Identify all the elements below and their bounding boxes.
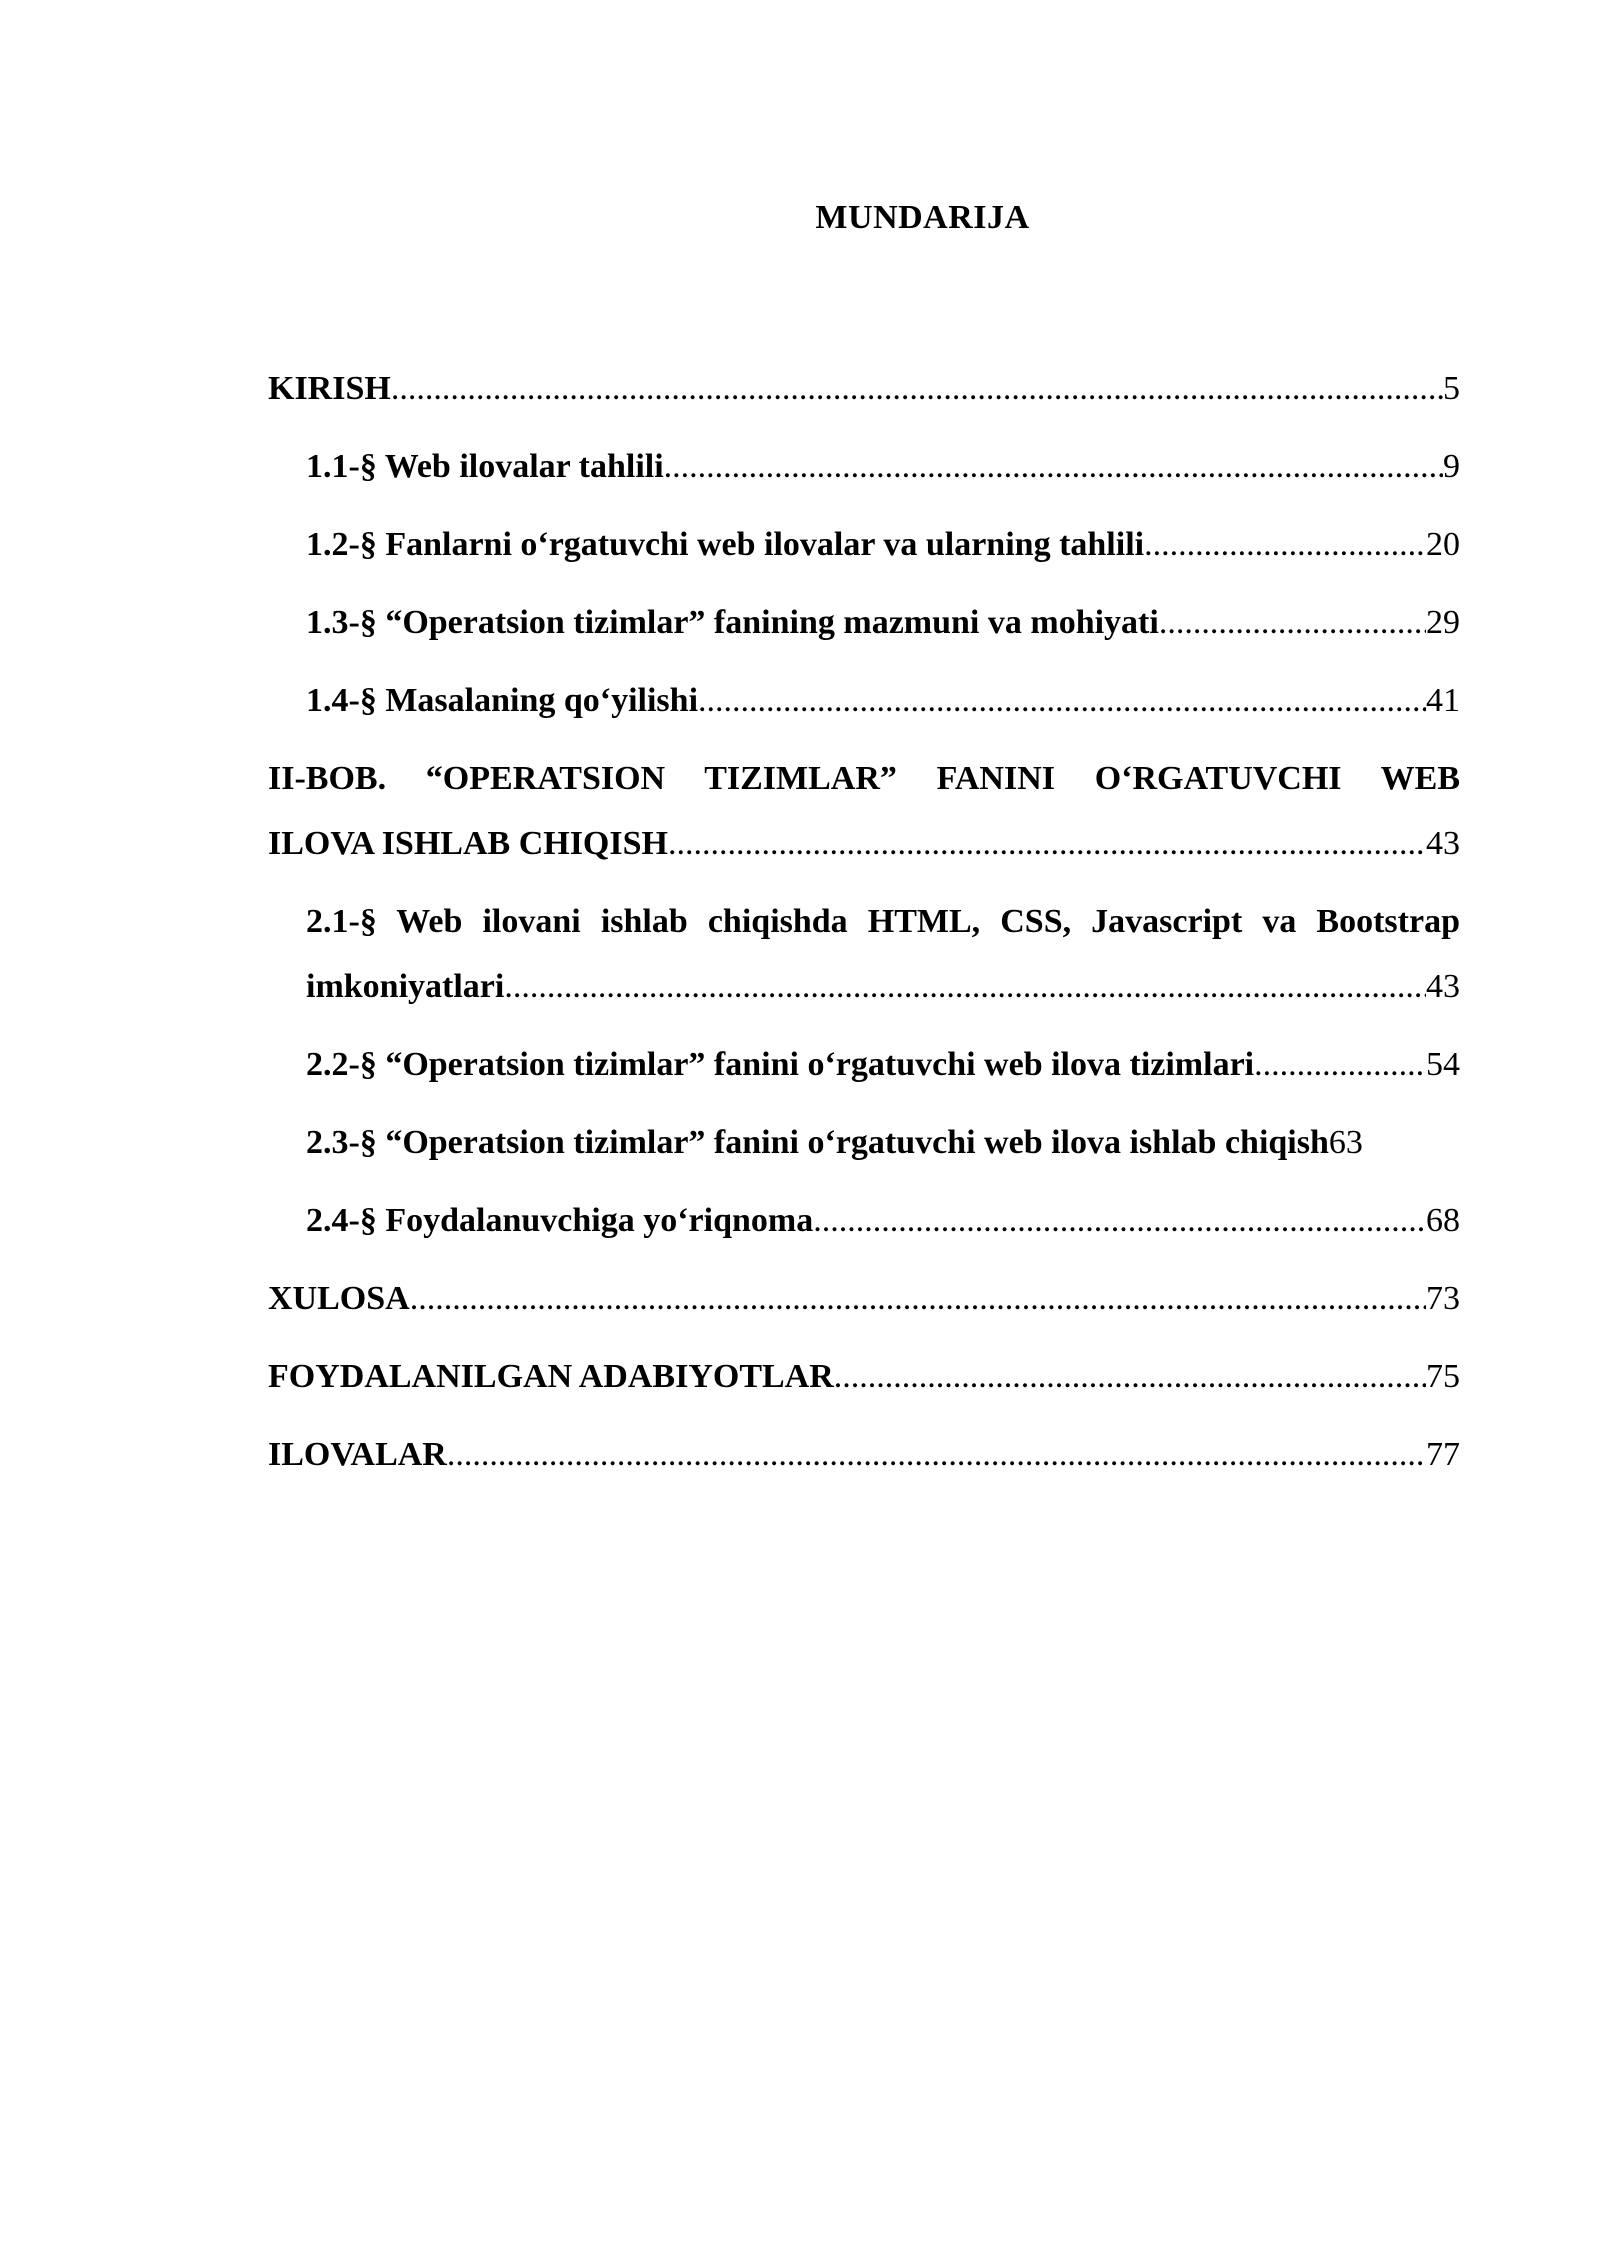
toc-entry-bob-2[interactable]	[268, 746, 1460, 876]
dot-leader	[1144, 512, 1426, 577]
toc-entry-label: 1.1-§ Web ilovalar tahlili	[306, 448, 664, 485]
dot-leader	[664, 434, 1443, 499]
toc-entry-kirish[interactable]	[268, 356, 1460, 421]
toc-page-number: 54	[1426, 1046, 1460, 1083]
toc-entry-2-2[interactable]	[306, 1032, 1460, 1097]
page-title: MUNDARIJA	[815, 199, 1030, 236]
toc-entry-label: 2.3-§ “Operatsion tizimlar” fanini o‘rgatuvchi web ilova ishlab chiqish	[306, 1124, 1329, 1161]
toc-entry-label: 1.2-§ Fanlarni o‘rgatuvchi web ilovalar va ularning tahlili	[306, 526, 1145, 563]
toc-entry-label: 2.4-§ Foydalanuvchiga yo‘riqnoma	[306, 1202, 814, 1239]
dot-leader	[391, 356, 1443, 421]
dot-leader	[1254, 1032, 1426, 1097]
toc-entry-1-1[interactable]	[306, 434, 1460, 499]
toc-entry-ilovalar[interactable]	[268, 1422, 1460, 1487]
dot-leader	[447, 1422, 1426, 1487]
toc-entry-label: XULOSA	[268, 1280, 410, 1317]
toc-entry-label-line2: imkoniyatlari	[306, 968, 505, 1005]
toc-page-number: 68	[1426, 1202, 1460, 1239]
dot-leader	[813, 1188, 1426, 1253]
dot-leader	[1159, 590, 1426, 655]
toc-page-number: 43	[1426, 968, 1460, 1005]
toc-entry-2-1[interactable]	[306, 889, 1460, 1019]
dot-leader	[504, 954, 1426, 1019]
toc-page-number: 29	[1426, 604, 1460, 641]
table-of-contents	[268, 356, 1460, 1487]
toc-page-number: 20	[1426, 526, 1460, 563]
toc-entry-adabiyotlar[interactable]	[268, 1344, 1460, 1409]
toc-entry-label: 1.4-§ Masalaning qo‘yilishi	[306, 682, 699, 719]
toc-page-number: 75	[1426, 1358, 1460, 1395]
toc-entry-2-4[interactable]	[306, 1188, 1460, 1253]
dot-leader	[834, 1344, 1426, 1409]
toc-page-number: 77	[1426, 1436, 1460, 1473]
toc-entry-label-line1: II-BOB. “OPERATSION TIZIMLAR” FANINI O‘RGATUVCHI WEB	[268, 760, 1460, 797]
dot-leader	[410, 1266, 1426, 1331]
toc-entry-label: 2.2-§ “Operatsion tizimlar” fanini o‘rgatuvchi web ilova tizimlari	[306, 1046, 1255, 1083]
toc-entry-1-2[interactable]	[306, 512, 1460, 577]
toc-entry-label: FOYDALANILGAN ADABIYOTLAR	[268, 1358, 834, 1395]
toc-page-number: 41	[1426, 682, 1460, 719]
dot-leader	[698, 668, 1426, 733]
toc-page-number: 43	[1426, 825, 1460, 862]
toc-entry-label-line2: ILOVA ISHLAB CHIQISH	[268, 825, 668, 862]
toc-entry-label-line1: 2.1-§ Web ilovani ishlab chiqishda HTML, CSS, Javascript va Bootstrap	[306, 903, 1460, 940]
toc-entry-label: KIRISH	[268, 370, 391, 407]
toc-page-number: 73	[1426, 1280, 1460, 1317]
toc-page-number: 63	[1328, 1124, 1363, 1161]
toc-entry-1-3[interactable]	[306, 590, 1460, 655]
toc-entry-label: ILOVALAR	[268, 1436, 447, 1473]
toc-page-number: 9	[1443, 448, 1460, 485]
toc-entry-xulosa[interactable]	[268, 1266, 1460, 1331]
toc-entry-1-4[interactable]	[306, 668, 1460, 733]
toc-entry-label: 1.3-§ “Operatsion tizimlar” fanining mazmuni va mohiyati	[306, 604, 1159, 641]
toc-page-number: 5	[1443, 370, 1460, 407]
toc-entry-2-3[interactable]	[306, 1110, 1460, 1175]
dot-leader	[668, 811, 1426, 876]
